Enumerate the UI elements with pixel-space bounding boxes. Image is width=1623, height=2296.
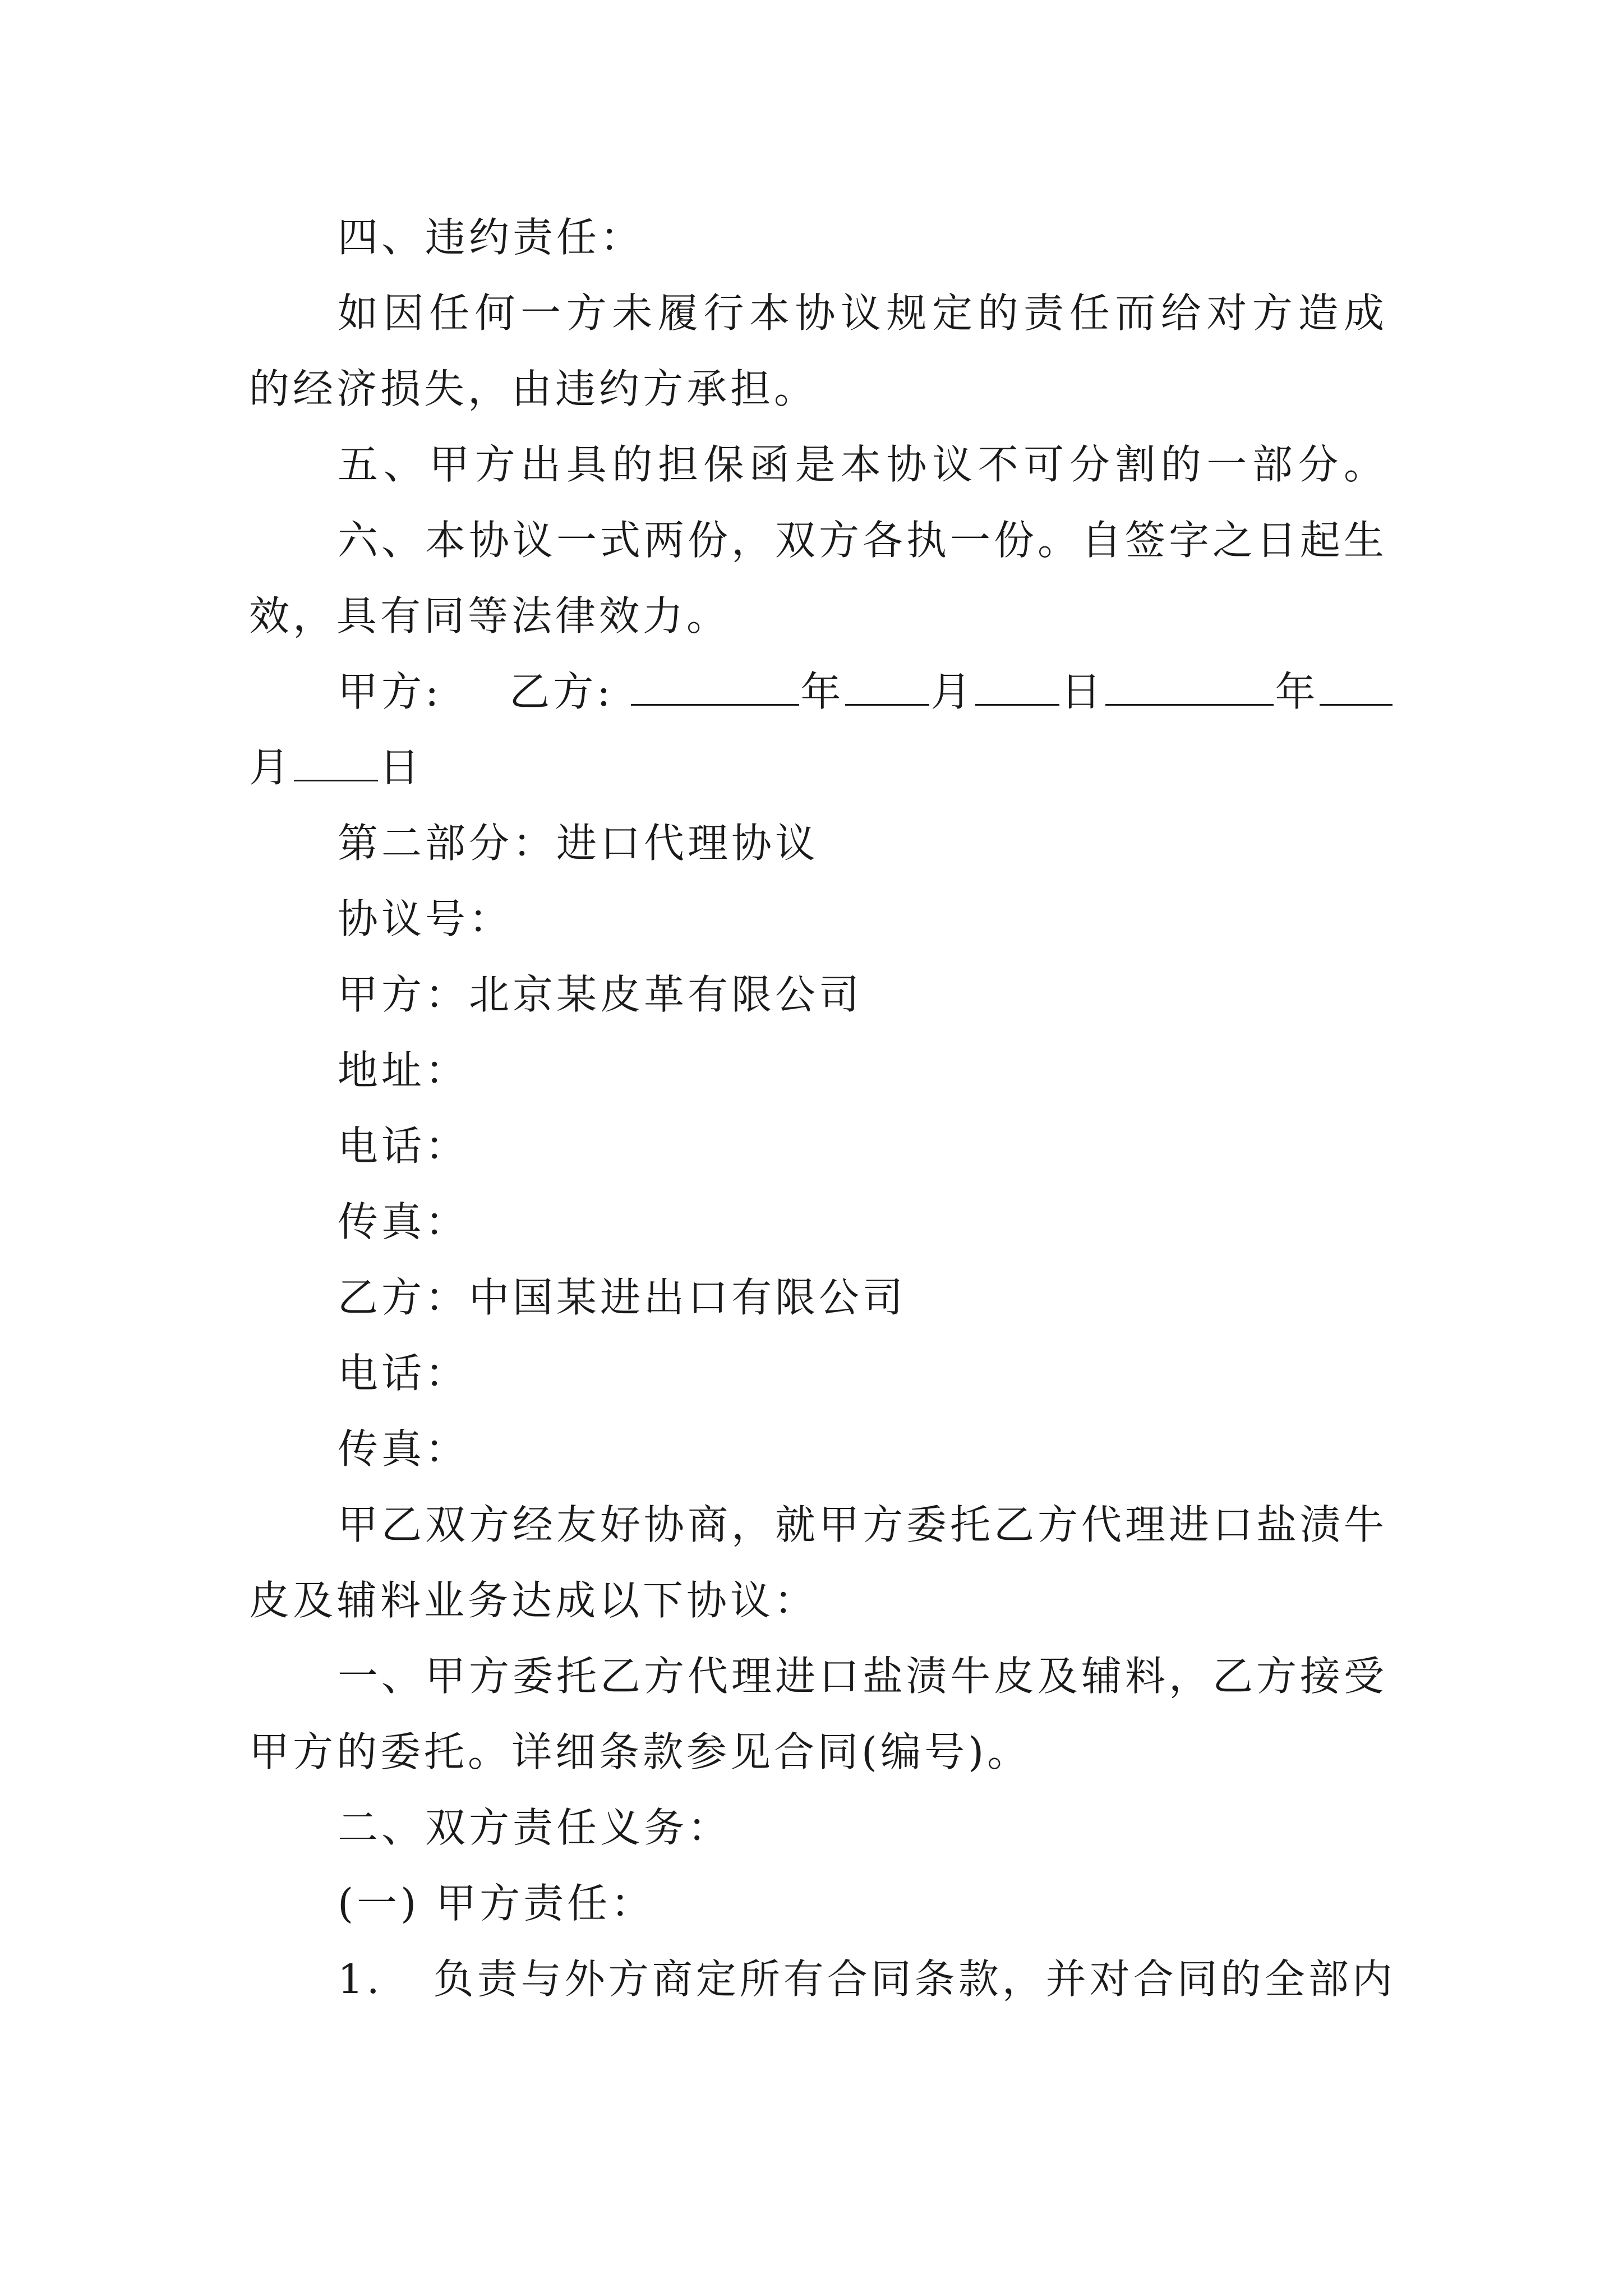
party-b-phone-label: 电话： — [338, 1350, 469, 1397]
section-6-text-line-2: 效，具有同等法律效力。 — [249, 592, 731, 639]
clause-1-line-1: 一、甲方委托乙方代理进口盐渍牛皮及辅料，乙方接受 — [338, 1653, 1388, 1700]
party-a-address-label: 地址： — [338, 1047, 469, 1094]
year-label-b: 年 — [1275, 668, 1319, 715]
signature-line-2 — [249, 729, 1387, 806]
section-5-text: 五、甲方出具的担保函是本协议不可分割的一部分。 — [338, 441, 1387, 488]
clause-1-line-2: 甲方的委托。详细条款参见合同(编号)。 — [249, 1728, 1031, 1775]
day-blank-b[interactable] — [294, 747, 378, 781]
signature-party-a: 甲方: — [338, 668, 442, 715]
clause-2-heading: 二、双方责任义务： — [338, 1804, 732, 1851]
section-4-text-line-2: 的经济损失，由违约方承担。 — [249, 365, 818, 412]
day-label-b: 日 — [379, 744, 423, 791]
agreement-number-label: 协议号： — [338, 895, 513, 942]
month-label-a: 月 — [930, 668, 975, 715]
year-blank-a[interactable] — [631, 671, 799, 706]
section-6-text-line-1: 六、本协议一式两份，双方各执一份。自签字之日起生 — [338, 517, 1388, 564]
section-4-text-line-1: 如因任何一方未履行本协议规定的责任而给对方造成 — [338, 289, 1387, 337]
day-blank-a[interactable] — [975, 671, 1059, 706]
day-label-a: 日 — [1061, 668, 1105, 715]
sub-clause-1-heading: (一) 甲方责任： — [338, 1880, 655, 1927]
section-4-heading: 四、违约责任： — [338, 214, 644, 261]
item-1-text: 负责与外方商定所有合同条款，并对合同的全部内 — [433, 1955, 1396, 2003]
month-blank-b-part[interactable] — [1320, 671, 1393, 706]
party-a-fax-label: 传真： — [338, 1198, 469, 1245]
signature-line — [249, 654, 1387, 730]
party-a-phone-label: 电话： — [338, 1122, 469, 1170]
party-b-fax-label: 传真： — [338, 1425, 469, 1473]
intro-line-2: 皮及辅料业务达成以下协议： — [249, 1577, 818, 1624]
item-1 — [249, 1941, 1396, 2017]
year-blank-b[interactable] — [1105, 671, 1274, 706]
month-label-b: 月 — [249, 744, 293, 791]
party-b-name: 乙方：中国某进出口有限公司 — [338, 1274, 907, 1321]
item-1-number: 1. — [338, 1955, 383, 2003]
party-a-name: 甲方：北京某皮革有限公司 — [338, 971, 863, 1018]
intro-line-1: 甲乙双方经友好协商，就甲方委托乙方代理进口盐渍牛 — [338, 1501, 1388, 1548]
year-label-a: 年 — [800, 668, 845, 715]
signature-party-b: 乙方: — [509, 668, 614, 715]
month-blank-a[interactable] — [845, 671, 929, 706]
part-2-title: 第二部分：进口代理协议 — [338, 820, 819, 867]
